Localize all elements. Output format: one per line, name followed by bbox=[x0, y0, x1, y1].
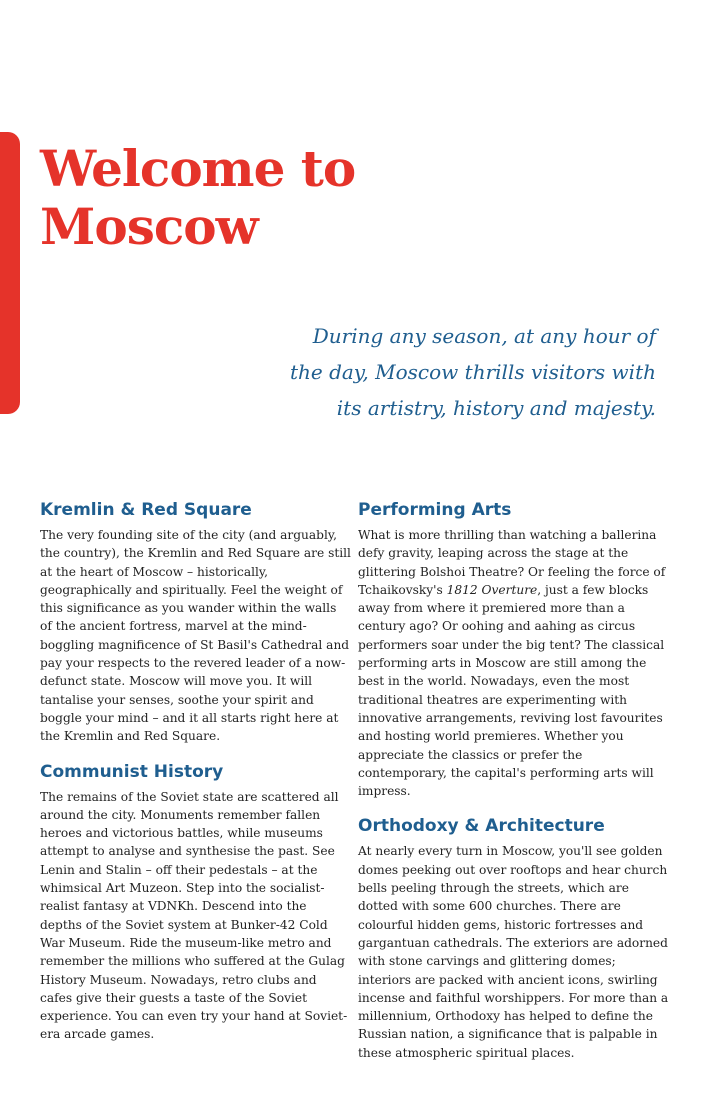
section-heading: Performing Arts bbox=[358, 500, 512, 520]
section-communist-history bbox=[40, 760, 352, 1044]
section-body: At nearly every turn in Moscow, you'll see golden domes peeking out over rooftops and hear church bells peeling through the streets, which are dotted with some 600 churches. There are colourful hidden gems, historic fortresses and gargantuan cathedrals. The exteriors are adorned with stone carvings and glittering domes; interiors are packed with ancient icons, swirling incense and faithful worshippers. For more than a millennium, Orthodoxy has helped to define the Russian nation, a significance that is palpable in these atmospheric spiritual places. bbox=[358, 844, 669, 1060]
section-body: The very founding site of the city (and arguably, the country), the Kremlin and Red Square are still at the heart of Moscow – historically, geographically and spiritually. Feel the weight of this significance as you wander within the walls of the ancient fortress, marvel at the mind-boggling magnificence of St Basil's Cathedral and pay your respects to the revered leader of a now-defunct state. Moscow will move you. It will tantalise your senses, soothe your spirit and boggle your mind – and it all starts right here at the Kremlin and Red Square. bbox=[40, 528, 351, 744]
accent-bar bbox=[0, 132, 20, 414]
section-performing-arts bbox=[358, 498, 670, 800]
section-body-part-1: What is more thrilling than watching a ballerina defy gravity, leaping across the stage at the glittering Bolshoi Theatre? Or feeling the force of Tchaikovsky's bbox=[358, 528, 666, 597]
intro-tagline bbox=[186, 318, 656, 426]
intro-line-2: the day, Moscow thrills visitors with bbox=[289, 360, 656, 384]
left-column bbox=[40, 498, 352, 1058]
section-body: The remains of the Soviet state are scattered all around the city. Monuments remember fallen heroes and victorious battles, while museums attempt to analyse and synthesise the past. See Lenin and Stalin – off their pedestals – at the whimsical Art Muzeon. Step into the socialist-realist fantasy at VDNKh. Descend into the depths of the Soviet system at Bunker-42 Cold War Museum. Ride the museum-like metro and remember the millions who suffered at the Gulag History Museum. Nowadays, retro clubs and cafes give their guests a taste of the Soviet experience. You can even try your hand at Soviet-era arcade games. bbox=[40, 789, 348, 1042]
page-title-line-1: Welcome to bbox=[40, 139, 356, 198]
section-body-part-2: , just a few blocks away from where it premiered more than a century ago? Or oohing and aahing as circus performers soar under the big tent? The classical performing arts in Moscow are still among the best in the world. Nowadays, even the most traditional theatres are experimenting with innovative arrangements, reviving lost favourites and hosting world premieres. Whether you appreciate the classics or prefer the contemporary, the capital's performing arts will impress. bbox=[358, 582, 665, 799]
section-heading: Orthodoxy & Architecture bbox=[358, 816, 605, 837]
right-column bbox=[358, 498, 670, 1076]
section-orthodoxy-architecture bbox=[358, 814, 670, 1062]
intro-line-1: During any season, at any hour of bbox=[312, 324, 656, 348]
section-kremlin bbox=[40, 498, 352, 746]
page-title-line-2: Moscow bbox=[40, 197, 258, 256]
section-body bbox=[358, 526, 670, 800]
section-heading: Kremlin & Red Square bbox=[40, 500, 252, 520]
page-title bbox=[40, 140, 680, 256]
section-heading: Communist History bbox=[40, 761, 224, 782]
section-body-emphasis: 1812 Overture bbox=[446, 582, 538, 597]
intro-line-3: its artistry, history and majesty. bbox=[336, 396, 656, 420]
